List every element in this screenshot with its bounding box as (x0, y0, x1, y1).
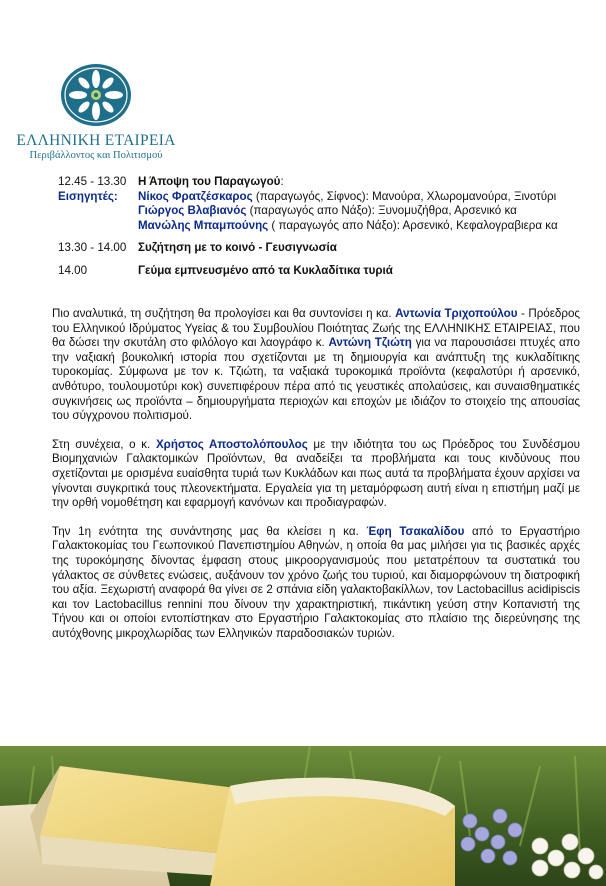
paragraph-third (52, 525, 580, 642)
speaker-name: Γιώργος Βλαβιανός (138, 204, 247, 218)
paragraph-intro (52, 307, 580, 424)
cheese-photo (0, 746, 606, 886)
paragraph-text: Πιο αναλυτικά, τη συζήτηση θα προλογίσει και θα συντονίσει η κα. (52, 307, 396, 320)
speaker-row (58, 204, 598, 219)
paragraph-text: Την 1η ενότητα της συνάντησης μας θα κλείσει η κα. (52, 524, 367, 538)
session-title: Η Άποψη του Παραγωγού (138, 175, 281, 188)
session-title: Γεύμα εμπνευσμένο από τα Κυκλαδίτικα τυριά (138, 263, 393, 277)
schedule-row (58, 241, 598, 256)
speaker-detail: ( παραγωγός απο Νάξο): Αρσενικό, Κεφαλογραβιερα κα (268, 218, 558, 232)
event-schedule (58, 175, 598, 279)
schedule-row (58, 264, 598, 279)
speaker-row (58, 219, 598, 234)
organization-name: ΕΛΛΗΝΙΚΗ ΕΤΑΙΡΕΙΑ (16, 132, 176, 149)
person-name: Χρήστος Αποστολόπουλος (155, 437, 308, 451)
paragraph-second (52, 438, 580, 511)
speaker-detail: (παραγωγός, Σίφνος): Μανούρα, Χλωρομανούρα, Ξινοτύρι (252, 189, 557, 203)
paragraph-text: - Πρόεδρος του Ελληνικού Ιδρύματος Υγείας & του Συμβουλίου Ποιότητας Ζωής της ΕΛΛΗΝΙΚΗΣ ΕΤΑΙΡΕΙΑΣ, που θα δώσει την σκυτάλη στο φιλόλογο και λαογράφο κ. (52, 307, 581, 350)
speaker-name: Νίκος Φρατζέσκαρος (138, 189, 253, 203)
paragraph-text: Στη συνέχεια, ο κ. (52, 437, 156, 451)
person-name: Έφη Τσακαλίδου (366, 524, 465, 538)
paragraph-text: για να παρουσιάσει πτυχές απο την ναξιακή βουκολική ιστορία που σχετίζονται με τη δημιουργία και ανάπτυξη της κυκλαδίτικης τυροκομίας. Σύμφωνα με τον κ. Τζιώτη, τα ναξιακά τυροκομικά προϊόντα (κεφαλοτύρι ή αρσενικό, ανθότυρο, τουλουμοτύρι κοκ) συνεπιφέρουν πέρα από τις γευστικές απολαύσεις, και συναισθηματικές συγκινήσεις ως προϊόντα – δημιουργήματα περιοχών και εποχών με ιδιάζον το στοιχείο της απουσίας του σύγχρονου πολιτισμού. (52, 336, 580, 423)
session-title-colon: : (280, 175, 284, 188)
ornament-emblem-icon (59, 62, 133, 128)
speaker-row (58, 190, 598, 205)
schedule-time: 14.00 (58, 263, 88, 277)
organization-logo (16, 62, 176, 161)
paragraph-text: από το Εργαστήριο Γαλακτοκομίας του Γεωπονικού Πανεπιστημίου Αθηνών, η οποία θα μας μιλήσει για τις βασικές αρχές της τυροκόμησης δίνοντας έμφαση στους μικροοργανισμούς που μετατρέπουν τα συστατικά του γάλακτος σε σύνθετες ενώσεις, αυξάνουν τον χρόνο ζωής του τυριού, και διαμορφώνουν τη διατροφική του αξία. Ξεχωριστή αναφορά θα γίνει σε 2 σπάνια είδη γαλακτοβακίλλων, τον Lactobacillus acidipiscis και τον Lactobacillus rennini που δίνουν την χαρακτηριστική, πικάντικη γεύση στην Κοπανιστή της Τήνου και οι οποίοι εντοπίστηκαν στο Εργαστήριο Γαλακτοκομίας στο πλαίσιο της διερεύνησης της αυτόχθονης μικροχλωρίδας των Ελληνικών παραδοσιακών τυριών. (52, 524, 580, 640)
session-title: Συζήτηση με το κοινό - Γευσιγνωσία (138, 241, 337, 255)
person-name: Αντώνη Τζιώτη (328, 336, 412, 350)
schedule-time: 12.45 - 13.30 (58, 175, 127, 188)
person-name: Αντωνία Τριχοπούλου (395, 307, 518, 320)
speaker-name: Μανώλης Μπαμπούνης (138, 218, 269, 232)
organization-subtitle: Περιβάλλοντος και Πολιτισμού (29, 150, 163, 161)
schedule-row (58, 175, 598, 190)
event-description (52, 307, 580, 655)
speakers-label: Εισηγητές: (58, 189, 118, 203)
speaker-detail: (παραγωγός απο Νάξο): Ξυνομυζήθρα, Αρσενικό κα (246, 204, 517, 218)
paragraph-text: με την ιδιότητα του ως Πρόεδρος του Συνδέσμου Βιομηχανιών Γαλακτομικών Προϊόντων, θα αναδείξει τα προβλήματα και τους κινδύνους που σχετίζονται με ορισμένα ευαίσθητα τυριά των Κυκλάδων και πως αυτά τα προβλήματα έχουν αρχίσει να γίνονται συγκριτικά τους πλεονεκτήματα. Εργαλεία για τη μεταμόρφωση αυτή είναι η επιστήμη μαζί με την ορθή νομοθέτηση και εφαρμογή κανόνων και προδιαγραφών. (52, 437, 580, 510)
schedule-time: 13.30 - 14.00 (58, 241, 127, 255)
